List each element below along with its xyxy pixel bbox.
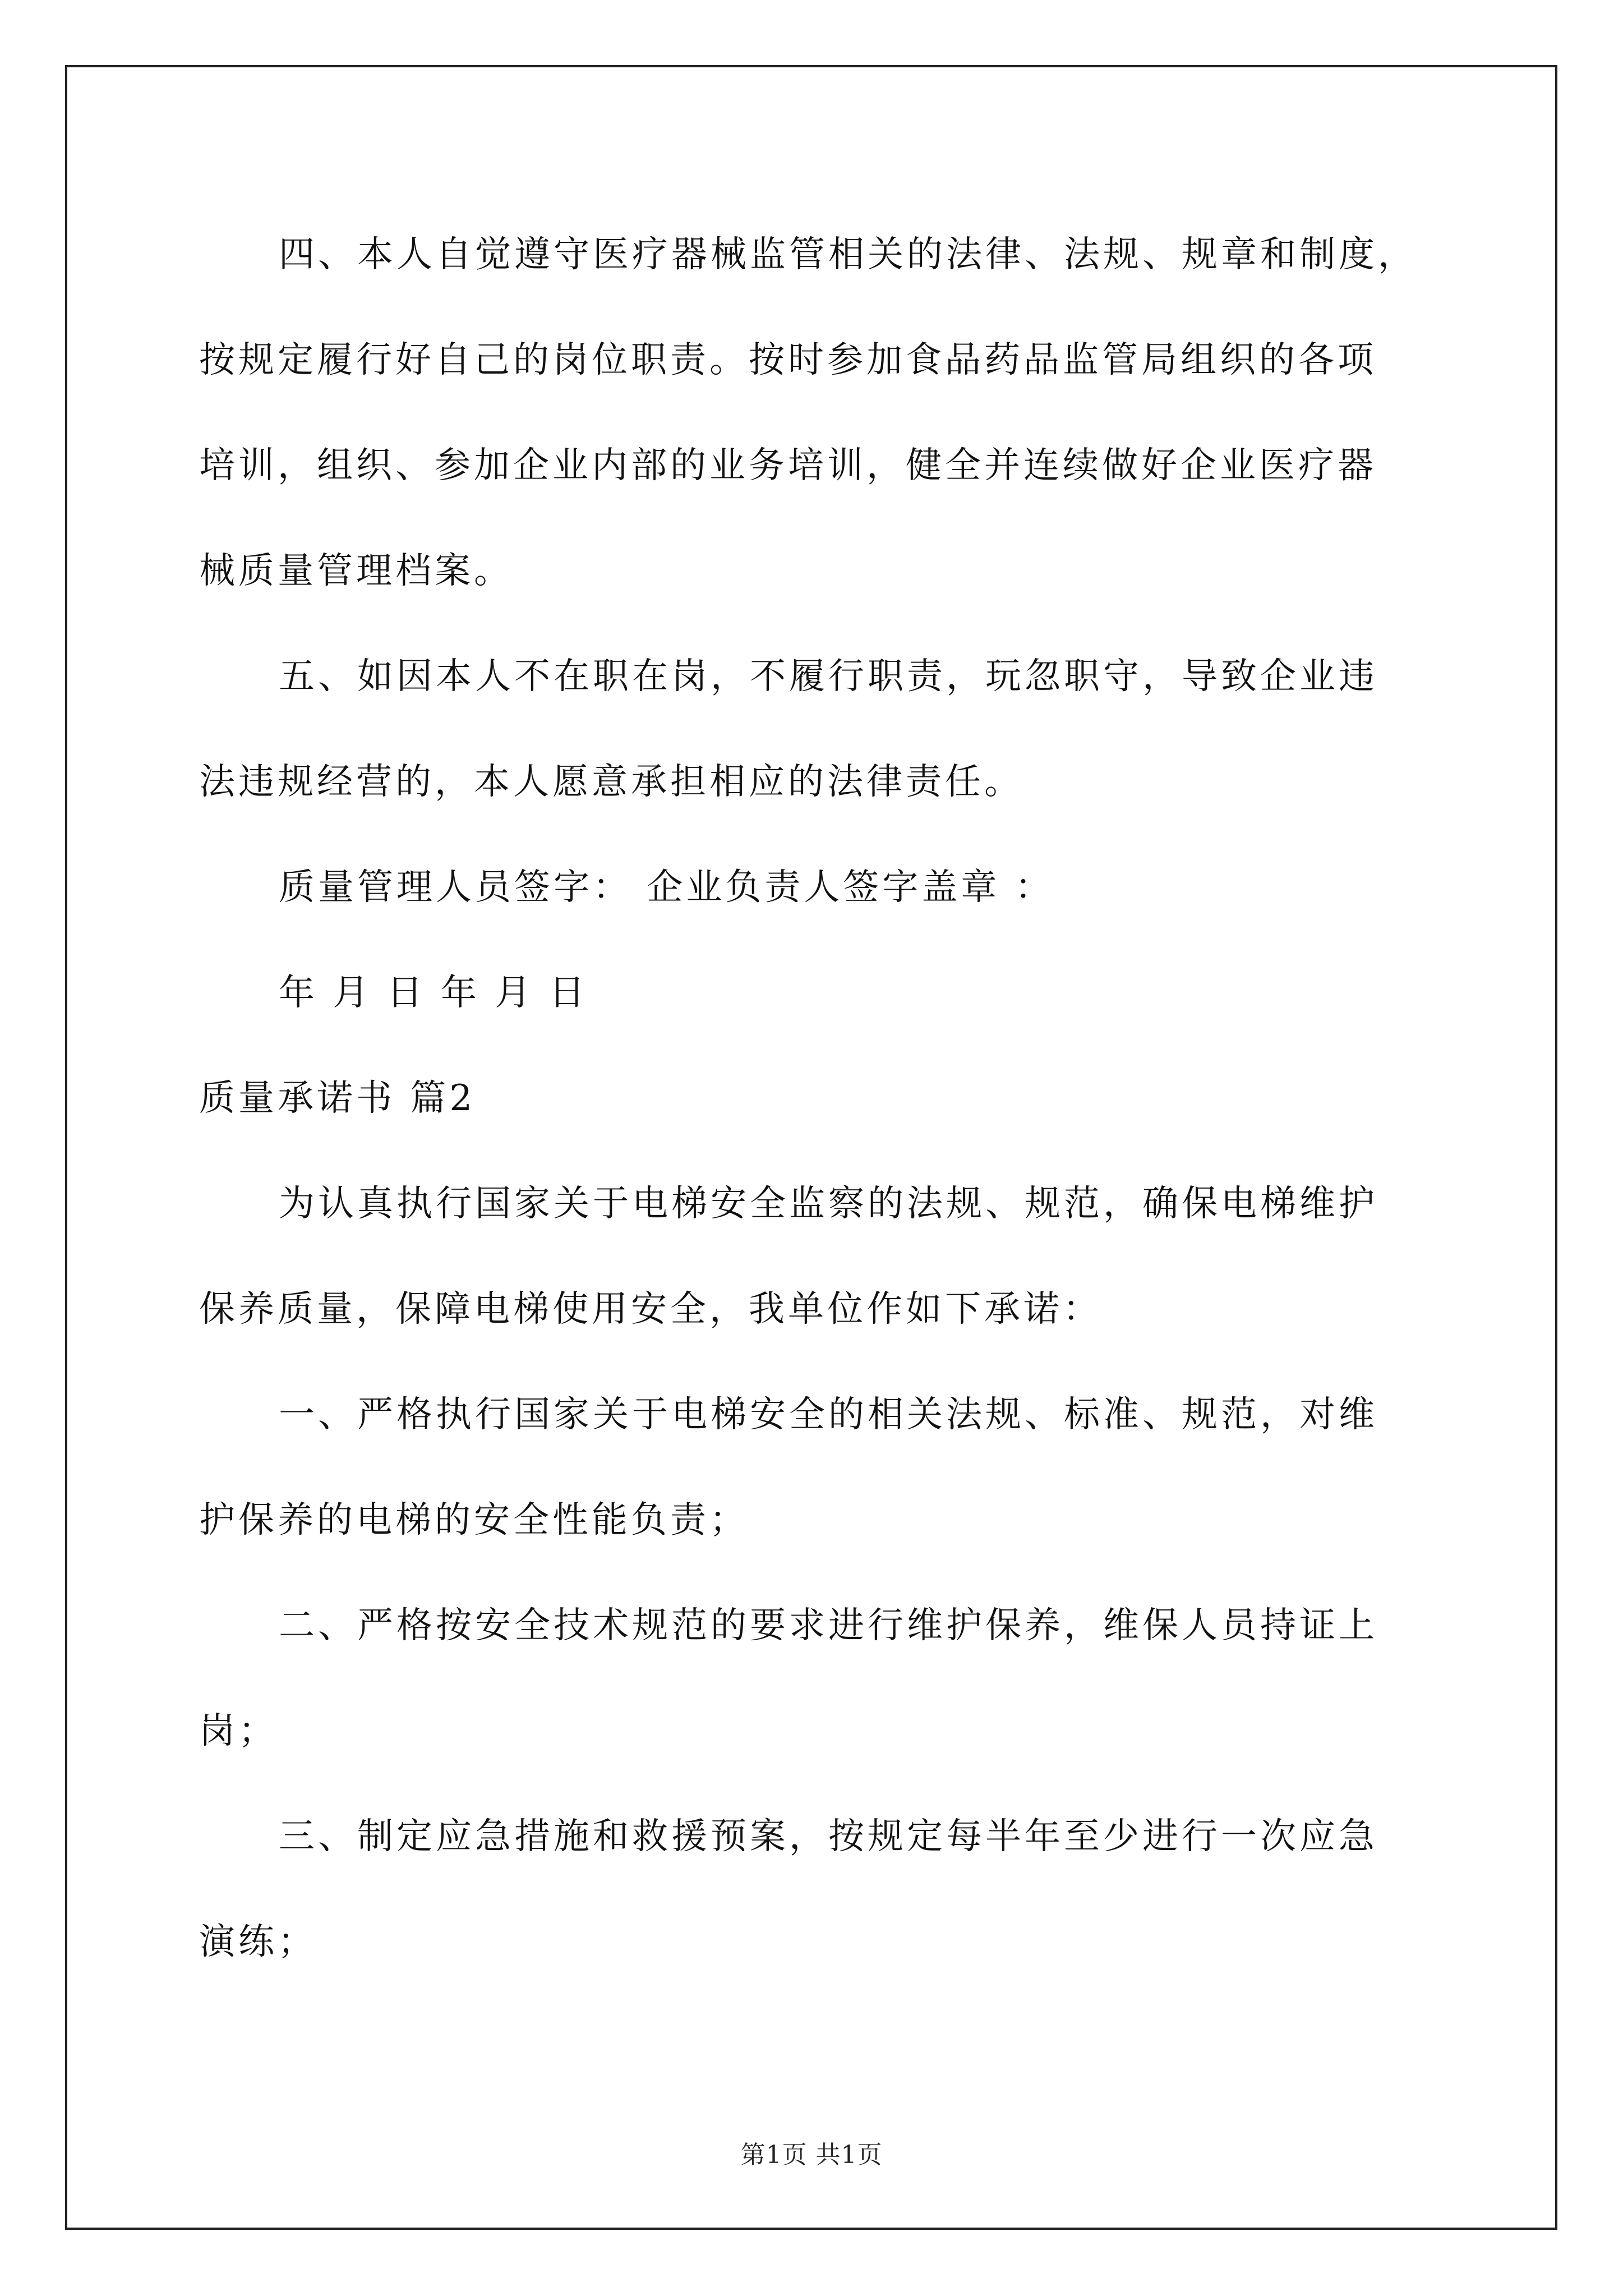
paragraph-line: 二、严格按安全技术规范的要求进行维护保养，维保人员持证上 xyxy=(279,1605,1378,1646)
paragraph-line: 五、如因本人不在职在岗，不履行职责，玩忽职守，导致企业违 xyxy=(279,656,1378,697)
paragraph-line: 演练； xyxy=(199,1921,317,1963)
paragraph-line: 岗； xyxy=(199,1710,278,1752)
date-line: 年 月 日 年 月 日 xyxy=(279,972,588,1014)
paragraph-line: 培训，组织、参加企业内部的业务培训，健全并连续做好企业医疗器 xyxy=(199,445,1377,486)
paragraph-line: 为认真执行国家关于电梯安全监察的法规、规范，确保电梯维护 xyxy=(279,1183,1378,1225)
page-footer: 第1页 共1页 xyxy=(740,2141,883,2169)
paragraph-line: 一、严格执行国家关于电梯安全的相关法规、标准、规范，对维 xyxy=(279,1394,1378,1435)
document-body xyxy=(199,202,1433,1995)
paragraph-line: 四、本人自觉遵守医疗器械监管相关的法律、法规、规章和制度， xyxy=(279,234,1417,275)
paragraph-line: 三、制定应急措施和救援预案，按规定每半年至少进行一次应急 xyxy=(279,1816,1378,1857)
paragraph-line: 械质量管理档案。 xyxy=(199,550,513,592)
paragraph-line: 保养质量，保障电梯使用安全，我单位作如下承诺： xyxy=(199,1289,1102,1330)
paragraph-line: 按规定履行好自己的岗位职责。按时参加食品药品监管局组织的各项 xyxy=(199,339,1377,381)
paragraph-line: 护保养的电梯的安全性能负责； xyxy=(199,1499,749,1541)
paragraph-line: 法违规经营的，本人愿意承担相应的法律责任。 xyxy=(199,761,1023,803)
signature-line: 质量管理人员签字： 企业负责人签字盖章 ： xyxy=(279,867,1054,908)
section-heading: 质量承诺书 篇2 xyxy=(199,1078,476,1119)
